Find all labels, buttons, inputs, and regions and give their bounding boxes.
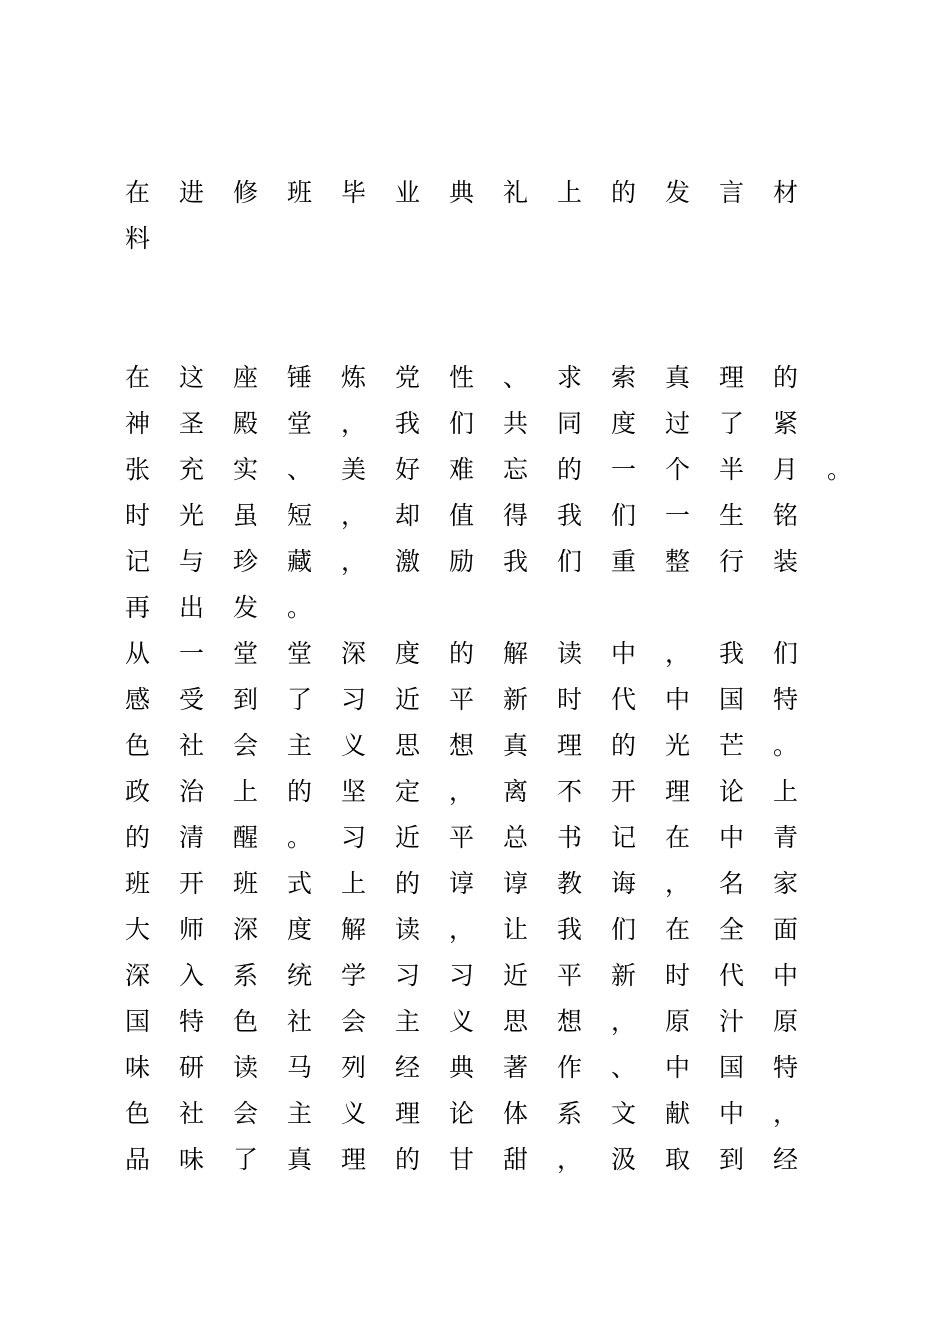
body-line: 政治上的坚定，离不开理论上	[125, 777, 828, 806]
body-line: 色社会主义理论体系文献中，	[125, 1099, 828, 1128]
body-line: 色社会主义思想真理的光芒。	[125, 731, 828, 760]
title-line: 料	[125, 224, 180, 253]
body-line: 神圣殿堂，我们共同度过了紧	[125, 409, 828, 438]
body-line: 在这座锤炼党性、求索真理的	[125, 363, 828, 392]
body-line: 大师深度解读，让我们在全面	[125, 915, 828, 944]
body-line: 再出发。	[125, 593, 342, 622]
body-line: 的清醒。习近平总书记在中青	[125, 823, 828, 852]
body-line: 记与珍藏，激励我们重整行装	[125, 547, 828, 576]
body-line: 时光虽短，却值得我们一生铭	[125, 501, 828, 530]
body-line: 从一堂堂深度的解读中，我们	[125, 639, 828, 668]
body-line: 张充实、美好难忘的一个半月。	[125, 455, 882, 484]
body-line: 深入系统学习习近平新时代中	[125, 961, 828, 990]
body-line: 国特色社会主义思想，原汁原	[125, 1007, 828, 1036]
body-line: 味研读马列经典著作、中国特	[125, 1053, 828, 1082]
body-line: 品味了真理的甘甜，汲取到经	[125, 1145, 828, 1174]
body-line: 感受到了习近平新时代中国特	[125, 685, 828, 714]
title-line: 在进修班毕业典礼上的发言材	[125, 178, 828, 207]
body-line: 班开班式上的谆谆教诲，名家	[125, 869, 828, 898]
